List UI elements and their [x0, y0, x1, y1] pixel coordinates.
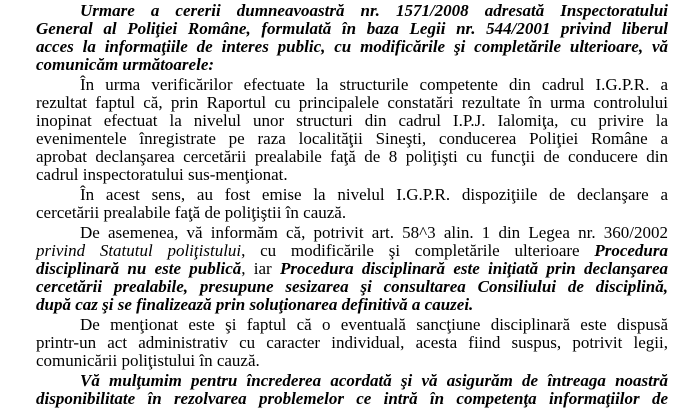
para3-line-3-emphasis-a: disciplinară nu este publică: [36, 259, 242, 278]
closing-line-1: Vă mulţumim pentru încrederea acordată şi vă asigurăm de întreaga noastră: [80, 371, 668, 390]
para1-line-4: evenimentele înregistrate pe raza localităţii Sineşti, conducerea Poliţiei Române a: [36, 129, 668, 148]
para4-line-2: printr-un act administrativ cu caracter individual, acesta fiind suspus, potrivit legii,: [36, 333, 668, 352]
closing-line-2: disponibilitate în rezolvarea problemelor ce intră în competenţa informaţiilor de: [36, 389, 668, 408]
para1-line-1: În urma verificărilor efectuate la structurile competente din cadrul I.G.P.R. a: [80, 75, 668, 94]
para3-line-3-emphasis-b: Procedura disciplinară este iniţiată prin declanşarea: [279, 259, 668, 278]
para3-line-1: De asemenea, vă informăm că, potrivit art. 58^3 alin. 1 din Legea nr. 360/2002: [80, 223, 668, 242]
intro-line-3: acces la informaţiile de interes public, cu modificările şi completările ulterioare, vă: [36, 37, 668, 56]
intro-line-4: comunicăm următoarele:: [36, 55, 215, 74]
para4-line-3: comunicării poliţistului în cauză.: [36, 351, 260, 370]
para3-line-2: [36, 242, 668, 260]
para2-line-2: cercetării prealabile faţă de poliţiştii în cauză.: [36, 203, 347, 222]
para3-line-4: cercetării prealabile, presupune sesizarea şi consultarea Consiliului de disciplină,: [36, 277, 668, 296]
para1-line-3: inopinat efectuat la nivelul unor structuri din cadrul I.P.J. Ialomiţa, cu privire la: [36, 111, 668, 130]
statute-title: privind Statutul poliţistului: [36, 241, 242, 260]
para3-line-3-text: , iar: [241, 259, 280, 278]
para4-line-1: De menţionat este şi faptul că o eventuală sancţiune disciplinară este dispusă: [80, 315, 668, 334]
intro-line-2: General al Poliţiei Române, formulată în baza Legii nr. 544/2001 privind liberul: [36, 19, 668, 38]
para2-line-1: În acest sens, au fost emise la nivelul I.G.P.R. dispoziţiile de declanşare a: [80, 185, 668, 204]
para1-line-6: cadrul inspectoratului sus-menţionat.: [36, 165, 288, 184]
para1-line-5: aprobat declanşarea cercetării prealabile faţă de 8 poliţişti cu funcţii de conducere din: [36, 147, 668, 166]
para3-line-2-emphasis: Procedura: [594, 241, 668, 260]
para1-line-2: rezultat faptul că, prin Raportul cu principalele constatări rezultate în urma controlului: [36, 93, 668, 112]
intro-line-1: Urmare a cererii dumneavoastră nr. 1571/2008 adresată Inspectoratului: [80, 1, 668, 20]
para3-line-3: [36, 260, 668, 278]
para3-line-2-text: , cu modificările şi completările ulterioare: [241, 241, 595, 260]
para3-line-5: după caz şi se finalizează prin soluţionarea definitivă a cauzei.: [36, 295, 474, 314]
